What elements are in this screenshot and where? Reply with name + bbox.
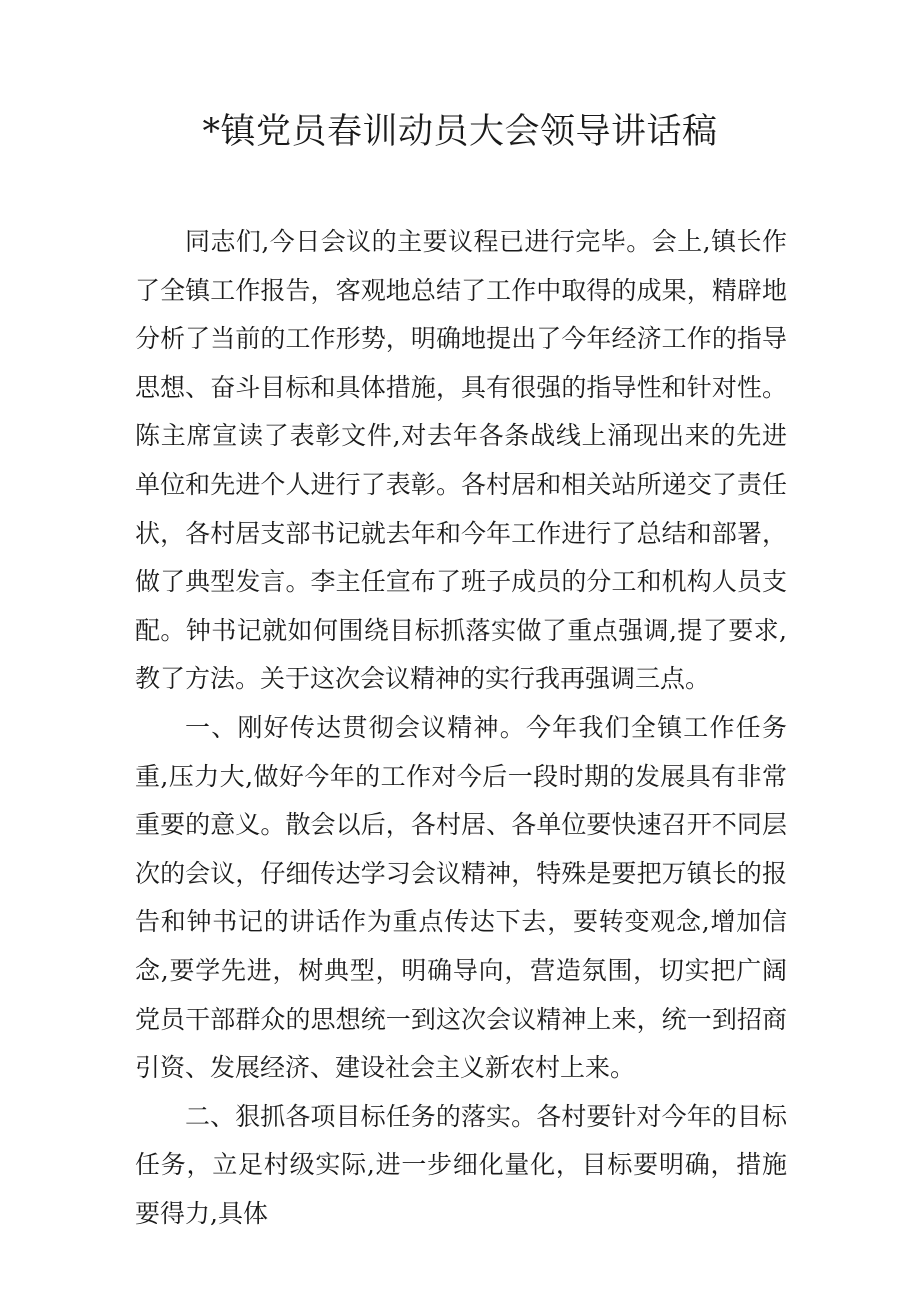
document-body xyxy=(135,218,787,1238)
paragraph-intro: 同志们,今日会议的主要议程已进行完毕。会上,镇长作了全镇工作报告，客观地总结了工作中取得的成果，精辟地分析了当前的工作形势，明确地提出了今年经济工作的指导思想、奋斗目标和具体措施，具有很强的指导性和针对性。陈主席宣读了表彰文件,对去年各条战线上涌现出来的先进单位和先进个人进行了表彰。各村居和相关站所递交了责任状，各村居支部书记就去年和今年工作进行了总结和部署，做了典型发言。李主任宣布了班子成员的分工和机构人员支配。钟书记就如何围绕目标抓落实做了重点强调,提了要求,教了方法。关于这次会议精神的实行我再强调三点。 xyxy=(135,227,787,694)
paragraph-point-one: 一、刚好传达贯彻会议精神。今年我们全镇工作任务重,压力大,做好今年的工作对今后一段时期的发展具有非常重要的意义。散会以后，各村居、各单位要快速召开不同层次的会议，仔细传达学习会议精神，特殊是要把万镇长的报告和钟书记的讲话作为重点传达下去，要转变观念,增加信念,要学先进，树典型，明确导向，营造氛围，切实把广阔党员干部群众的思想统一到这次会议精神上来，统一到招商引资、发展经济、建设社会主义新农村上来。 xyxy=(135,712,787,1083)
document-title: *镇党员春训动员大会领导讲话稿 xyxy=(202,112,718,152)
paragraph-point-two: 二、狠抓各项目标任务的落实。各村要针对今年的目标任务，立足村级实际,进一步细化量化，目标要明确，措施要得力,具体 xyxy=(135,1101,787,1228)
